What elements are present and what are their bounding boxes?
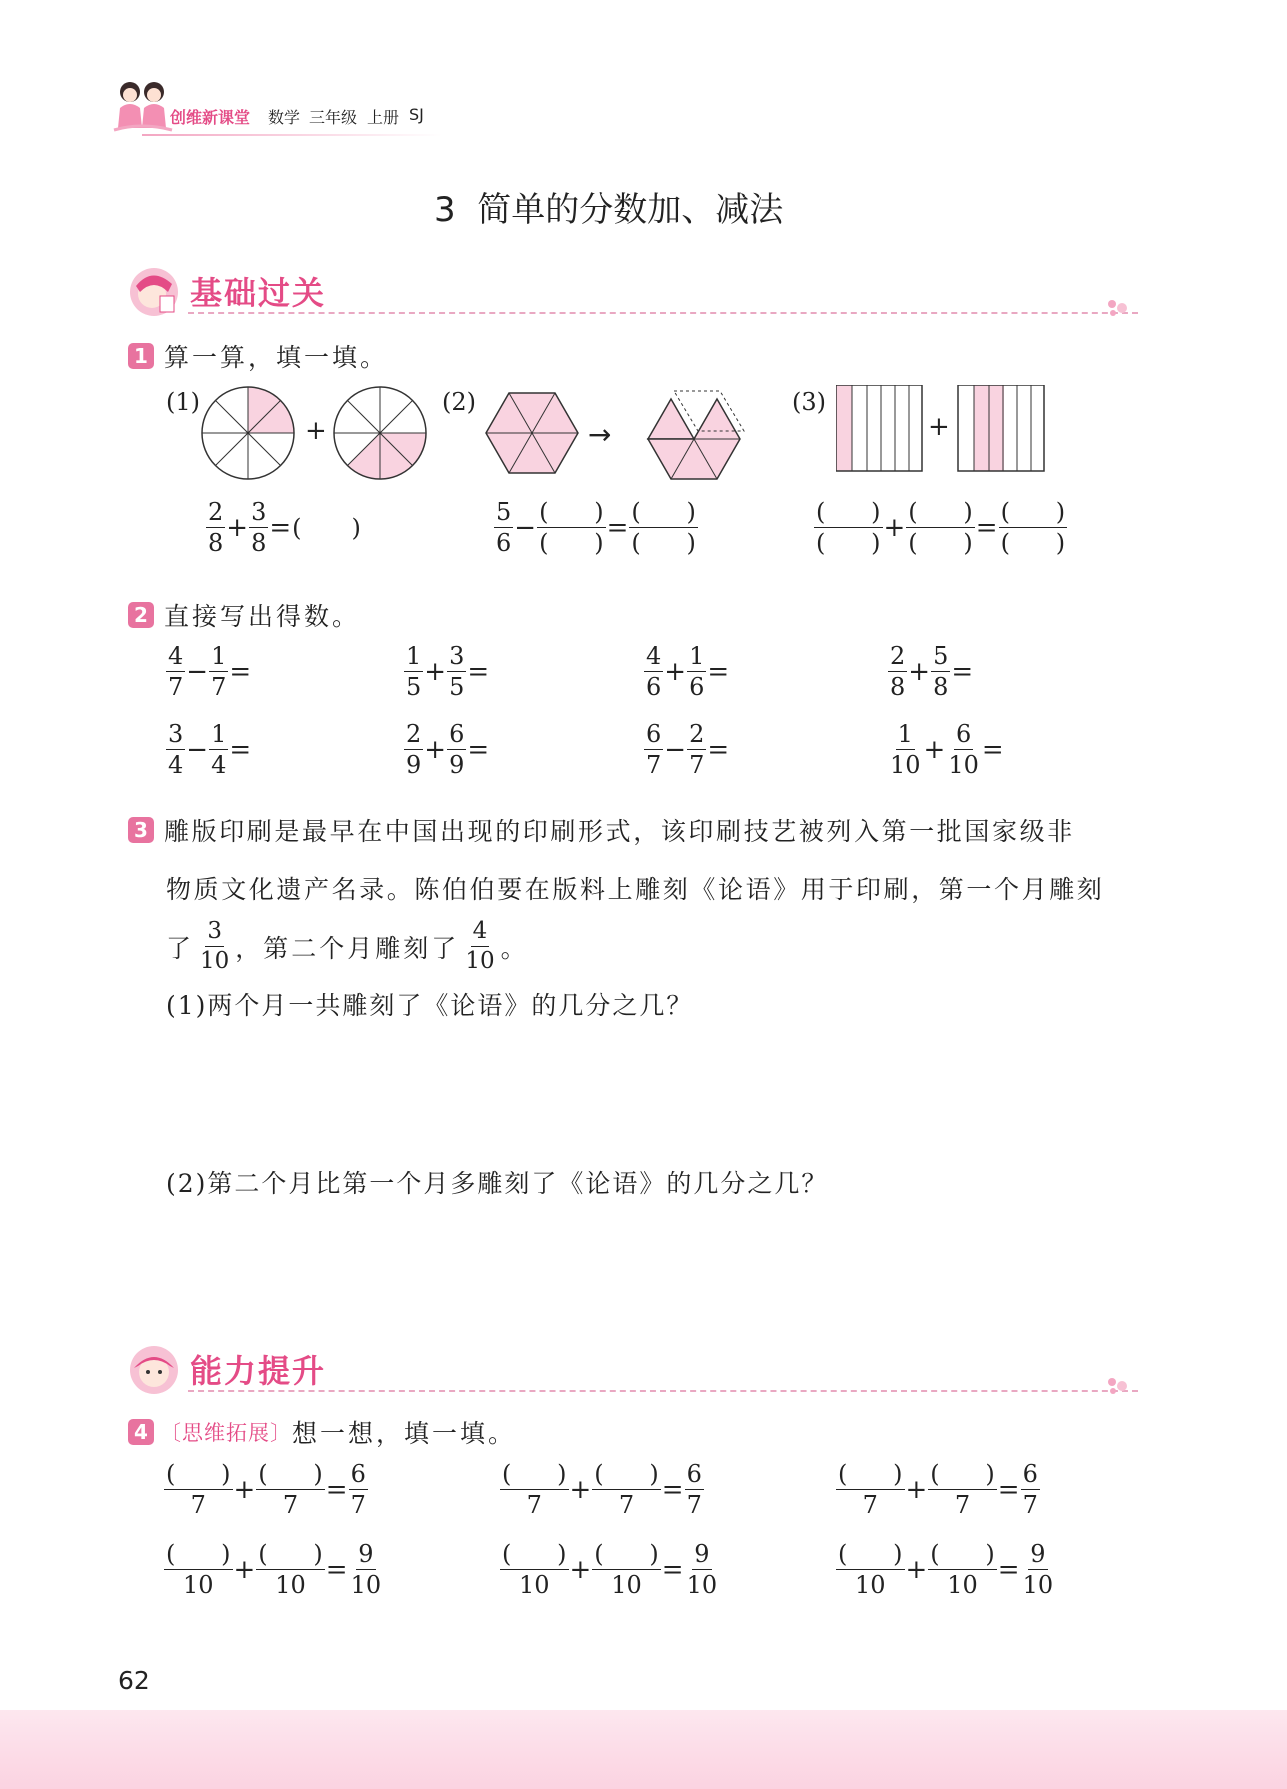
footer-band (0, 1710, 1287, 1789)
fraction: $\frac{3}{10}$ (200, 918, 230, 974)
plus-sign: + (305, 416, 327, 446)
q1-equation-1: $\frac{2}{8}$ + $\frac{3}{8}$ = ( ) (208, 498, 361, 557)
fraction: $\frac{1}{5}$ (406, 642, 422, 701)
fraction: $\frac{6}{7}$ (686, 1460, 702, 1519)
header (112, 78, 432, 138)
fraction: $\frac{9}{10}$ (686, 1540, 718, 1599)
edition-label: SJ (409, 105, 424, 124)
q4-exercise: $\frac{( )}{7}$ + $\frac{( )}{7}$ = $\frac{6}{7}$ (502, 1460, 702, 1519)
fraction: $\frac{6}{9}$ (449, 720, 465, 779)
question-number: 3 (128, 817, 154, 843)
question-tag: 〔思维拓展〕 (160, 1421, 292, 1445)
fraction: $\frac{1}{10}$ (890, 720, 921, 779)
blank-fraction[interactable]: $\frac{( )}{10}$ (166, 1540, 231, 1599)
section-title-advanced: 能力提升 (190, 1352, 327, 1390)
girl-badge-icon (128, 1344, 180, 1396)
section-advanced (128, 1340, 1128, 1400)
plus-sign: + (928, 412, 950, 442)
fraction: $\frac{3}{8}$ (251, 498, 267, 557)
sub-question-2: (2)第二个月比第一个月多雕刻了《论语》的几分之几？ (166, 1169, 829, 1198)
q2-exercise: $\frac{1}{10}$ + $\frac{6}{10}$ = (890, 720, 1004, 779)
hexagon-diagram (484, 383, 754, 483)
q1-equation-3: $\frac{( )}{( )}$ + $\frac{( )}{( )}$ = $\frac{( )}{( )}$ (816, 498, 1066, 557)
fraction: $\frac{4}{6}$ (646, 642, 662, 701)
header-underline (142, 134, 442, 136)
fraction: $\frac{6}{7}$ (1022, 1460, 1038, 1519)
q2-exercise: $\frac{2}{8}$ + $\frac{5}{8}$ = (890, 642, 974, 701)
volume-label: 上册 (367, 108, 400, 127)
question-line-2: 物质文化遗产名录。陈伯伯要在版料上雕刻《论语》用于印刷，第一个月雕刻 (166, 875, 1105, 904)
section-title-basic: 基础过关 (190, 274, 327, 312)
children-mascot-icon (112, 78, 174, 138)
blank-fraction[interactable]: $\frac{( )}{7}$ (258, 1460, 323, 1519)
part-label-1: (1) (166, 388, 200, 416)
answer-area-1[interactable] (166, 1025, 1126, 1145)
dots-decoration-icon (1106, 1376, 1132, 1396)
fraction: $\frac{9}{10}$ (350, 1540, 382, 1599)
fraction: $\frac{6}{7}$ (350, 1460, 366, 1519)
lesson-title: 3 简单的分数加、减法 (434, 190, 784, 230)
question-line-1: 雕版印刷是最早在中国出现的印刷形式，该印刷技艺被列入第一批国家级非 (164, 817, 1075, 846)
fraction: $\frac{6}{7}$ (646, 720, 662, 779)
blank-fraction[interactable]: $\frac{( )}{7}$ (838, 1460, 903, 1519)
fraction: $\frac{1}{6}$ (689, 642, 705, 701)
blank-fraction[interactable]: $\frac{( )}{10}$ (930, 1540, 995, 1599)
dots-decoration-icon (1106, 298, 1132, 318)
blank-fraction[interactable]: $\frac{( )}{( )}$ (539, 498, 604, 557)
grade-label: 三年级 (309, 108, 358, 127)
q2-exercise: $\frac{3}{4}$ − $\frac{1}{4}$ = (168, 720, 252, 779)
fraction: $\frac{3}{4}$ (168, 720, 184, 779)
blank-fraction[interactable]: $\frac{( )}{7}$ (502, 1460, 567, 1519)
question-3 (128, 812, 1138, 973)
question-text: 算一算，填一填。 (164, 343, 389, 372)
fraction: $\frac{5}{6}$ (496, 498, 512, 557)
blank-fraction[interactable]: $\frac{( )}{( )}$ (1000, 498, 1066, 557)
sub-question-1: (1)两个月一共雕刻了《论语》的几分之几？ (166, 991, 694, 1020)
question-text: 想一想，填一填。 (292, 1419, 517, 1448)
q2-exercise: $\frac{4}{7}$ − $\frac{1}{7}$ = (168, 642, 252, 701)
question-number: 4 (128, 1419, 154, 1445)
girl-badge-icon (128, 266, 180, 318)
fraction: $\frac{4}{10}$ (465, 918, 495, 974)
fraction: $\frac{6}{10}$ (948, 720, 979, 779)
q2-exercise: $\frac{6}{7}$ − $\frac{2}{7}$ = (646, 720, 730, 779)
subject-label: 数学 (268, 108, 301, 127)
q1-equation-2: $\frac{5}{6}$ − $\frac{( )}{( )}$ = $\frac{( )}{( )}$ (496, 498, 696, 557)
part-label-2: (2) (442, 388, 476, 416)
fraction: $\frac{5}{8}$ (933, 642, 949, 701)
fraction: $\frac{2}{9}$ (406, 720, 422, 779)
q2-exercise: $\frac{1}{5}$ + $\frac{3}{5}$ = (406, 642, 490, 701)
q4-exercise: $\frac{( )}{10}$ + $\frac{( )}{10}$ = $\frac{9}{10}$ (166, 1540, 382, 1599)
fraction: $\frac{1}{7}$ (211, 642, 227, 701)
answer-area-2[interactable] (166, 1205, 1126, 1325)
page-number: 62 (118, 1666, 150, 1695)
fraction: $\frac{3}{5}$ (449, 642, 465, 701)
q2-exercise: $\frac{2}{9}$ + $\frac{6}{9}$ = (406, 720, 490, 779)
fraction: $\frac{2}{8}$ (890, 642, 906, 701)
question-2-header (128, 597, 360, 633)
question-line-3: 了 $\frac{3}{10}$ ，第二个月雕刻了 $\frac{4}{10}$ 。 (166, 918, 529, 974)
question-4-header (128, 1414, 516, 1450)
section-basic (128, 262, 1128, 322)
question-1-header (128, 338, 388, 374)
blank-fraction[interactable]: $\frac{( )}{10}$ (594, 1540, 659, 1599)
brand-name: 创维新课堂 (170, 108, 251, 127)
blank-fraction[interactable]: $\frac{( )}{10}$ (258, 1540, 323, 1599)
blank-fraction[interactable]: $\frac{( )}{( )}$ (631, 498, 696, 557)
fraction: $\frac{9}{10}$ (1022, 1540, 1054, 1599)
fraction: $\frac{2}{7}$ (689, 720, 705, 779)
fraction: $\frac{2}{8}$ (208, 498, 224, 557)
fraction: $\frac{4}{7}$ (168, 642, 184, 701)
blank-fraction[interactable]: $\frac{( )}{7}$ (930, 1460, 995, 1519)
q2-exercise: $\frac{4}{6}$ + $\frac{1}{6}$ = (646, 642, 730, 701)
question-number: 1 (128, 343, 154, 369)
arrow-icon: → (588, 418, 612, 451)
blank-fraction[interactable]: $\frac{( )}{7}$ (166, 1460, 231, 1519)
q4-exercise: $\frac{( )}{7}$ + $\frac{( )}{7}$ = $\frac{6}{7}$ (166, 1460, 366, 1519)
q4-exercise: $\frac{( )}{10}$ + $\frac{( )}{10}$ = $\frac{9}{10}$ (502, 1540, 718, 1599)
q4-exercise: $\frac{( )}{10}$ + $\frac{( )}{10}$ = $\frac{9}{10}$ (838, 1540, 1054, 1599)
question-text: 直接写出得数。 (164, 602, 361, 631)
blank-fraction[interactable]: $\frac{( )}{10}$ (502, 1540, 567, 1599)
blank-fraction[interactable]: $\frac{( )}{( )}$ (908, 498, 973, 557)
q4-exercise: $\frac{( )}{7}$ + $\frac{( )}{7}$ = $\frac{6}{7}$ (838, 1460, 1038, 1519)
blank-fraction[interactable]: $\frac{( )}{10}$ (838, 1540, 903, 1599)
part-label-3: (3) (792, 388, 826, 416)
section-divider (188, 1390, 1138, 1392)
question-number: 2 (128, 602, 154, 628)
fraction: $\frac{1}{4}$ (211, 720, 227, 779)
section-divider (188, 312, 1138, 314)
blank-fraction[interactable]: $\frac{( )}{7}$ (594, 1460, 659, 1519)
blank-fraction[interactable]: $\frac{( )}{( )}$ (816, 498, 881, 557)
